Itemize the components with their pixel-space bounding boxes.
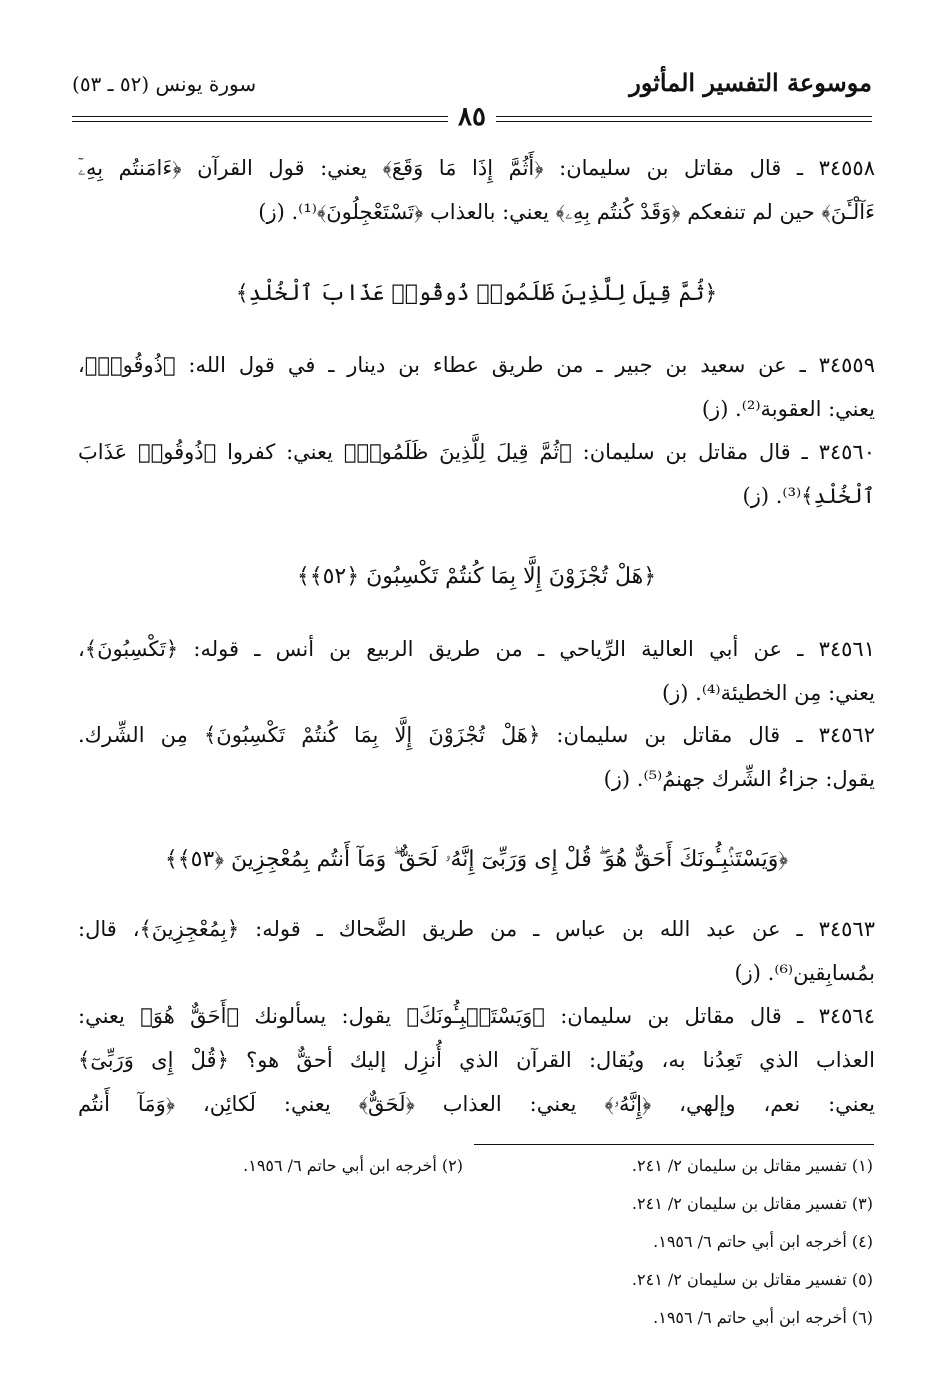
book-title: موسوعة التفسير المأثور bbox=[629, 68, 872, 97]
page-number: ٨٥ bbox=[448, 102, 496, 132]
text-line: ٱلْخُلْدِ﴾⁽³⁾. (ز) bbox=[742, 484, 875, 508]
narration-34558 bbox=[78, 146, 875, 234]
footnote-2: (٢) أخرجه ابن أبي حاتم ٦/ ١٩٥٦. bbox=[243, 1156, 463, 1175]
text-line: يعني: نعم، وإلهي، ﴿إِنَّهُۥ﴾ يعني: العذاب ﴿لَحَقٌّ﴾ يعني: لَكائِن، ﴿وَمَآ أَنتُم bbox=[78, 1092, 875, 1116]
text-line: ٣٤٥٦٣ ـ عن عبد الله بن عباس ـ من طريق الضَّحاك ـ قوله: ﴿بِمُعْجِزِينَ﴾، قال: bbox=[78, 917, 875, 941]
text-line: يعني: العقوبة⁽²⁾. (ز) bbox=[701, 397, 875, 421]
narration-34563 bbox=[78, 907, 875, 995]
narration-34561 bbox=[78, 627, 875, 715]
surah-label: سورة يونس bbox=[155, 72, 257, 96]
text-line: ٣٤٥٥٨ ـ قال مقاتل بن سليمان: ﴿أَثُمَّ إِذَا مَا وَقَعَ﴾ يعني: قول القرآن ﴿ءَامَنتُم بِهِۦٓ bbox=[78, 156, 875, 180]
quran-verse: ﴿ثُمَّ قِيلَ لِلَّذِينَ ظَلَمُوا۟ ذُوقُوا۟ عَذَابَ ٱلْخُلْدِ﴾ bbox=[235, 281, 718, 306]
quran-verse: ﴿وَيَسْتَنۢبِـُٔونَكَ أَحَقٌّ هُوَ ۖ قُلْ إِى وَرَبِّىٓ إِنَّهُۥ لَحَقٌّ ۖ وَمَآ أَنتُم بِمُعْجِزِينَ ﴿٥٣﴾﴾ bbox=[164, 847, 789, 872]
narration-34560 bbox=[78, 430, 875, 518]
text-line: يعني: مِن الخطيئة⁽⁴⁾. (ز) bbox=[661, 681, 875, 705]
footnote-3: (٣) تفسير مقاتل بن سليمان ٢/ ٢٤١. bbox=[631, 1194, 873, 1213]
footnote-rule bbox=[474, 1144, 874, 1145]
surah-heading bbox=[72, 72, 256, 96]
quran-verse: ﴿هَلْ تُجْزَوْنَ إِلَّا بِمَا كُنتُمْ تَكْسِبُونَ ﴿٥٢﴾﴾ bbox=[296, 564, 657, 589]
text-line: ٣٤٥٦١ ـ عن أبي العالية الرِّياحي ـ من طريق الربيع بن أنس ـ قوله: ﴿تَكْسِبُونَ﴾، bbox=[78, 637, 875, 661]
footnote-5: (٥) تفسير مقاتل بن سليمان ٢/ ٢٤١. bbox=[631, 1270, 873, 1289]
narration-34562 bbox=[78, 713, 875, 801]
verse-range: (٥٢ ـ ٥٣) bbox=[72, 72, 150, 96]
text-line: يقول: جزاءُ الشِّرك جهنمُ⁽⁵⁾. (ز) bbox=[603, 767, 875, 791]
narration-34564 bbox=[78, 994, 875, 1126]
footnote-1: (١) تفسير مقاتل بن سليمان ٢/ ٢٤١. bbox=[631, 1156, 873, 1175]
text-line: ءَآلْـَٔنَ﴾ حين لم تنفعكم ﴿وَقَدْ كُنتُم بِهِۦ﴾ يعني: بالعذاب ﴿تَسْتَعْجِلُونَ﴾⁽¹⁾. (ز) bbox=[258, 200, 875, 224]
text-line: العذاب الذي تَعِدُنا به، ويُقال: القرآن الذي أُنزِل إليك أحقٌّ هو؟ ﴿قُلْ إِى وَرَبِّىٓ﴾ bbox=[78, 1048, 875, 1072]
footnote-6: (٦) أخرجه ابن أبي حاتم ٦/ ١٩٥٦. bbox=[653, 1308, 873, 1327]
page-header bbox=[72, 68, 872, 132]
text-line: ٣٤٥٦٠ ـ قال مقاتل بن سليمان: ﴿ثُمَّ قِيلَ لِلَّذِينَ ظَلَمُوا۟﴾ يعني: كفروا ﴿ذُوقُوا۟ عَذَابَ bbox=[78, 440, 875, 464]
text-line: ٣٤٥٦٢ ـ قال مقاتل بن سليمان: ﴿هَلْ تُجْزَوْنَ إِلَّا بِمَا كُنتُمْ تَكْسِبُونَ﴾ مِن الشِّرك. bbox=[78, 723, 875, 747]
text-line: ٣٤٥٦٤ ـ قال مقاتل بن سليمان: ﴿وَيَسْتَنۢبِـُٔونَكَ﴾ يقول: يسألونك ﴿أَحَقٌّ هُوَ﴾ يعني: bbox=[78, 1004, 875, 1028]
footnote-4: (٤) أخرجه ابن أبي حاتم ٦/ ١٩٥٦. bbox=[653, 1232, 873, 1251]
text-line: ٣٤٥٥٩ ـ عن سعيد بن جبير ـ من طريق عطاء بن دينار ـ في قول الله: ﴿ذُوقُوا۟﴾، bbox=[78, 353, 875, 377]
text-line: بمُسابِقين⁽⁶⁾. (ز) bbox=[734, 961, 875, 985]
narration-34559 bbox=[78, 343, 875, 431]
